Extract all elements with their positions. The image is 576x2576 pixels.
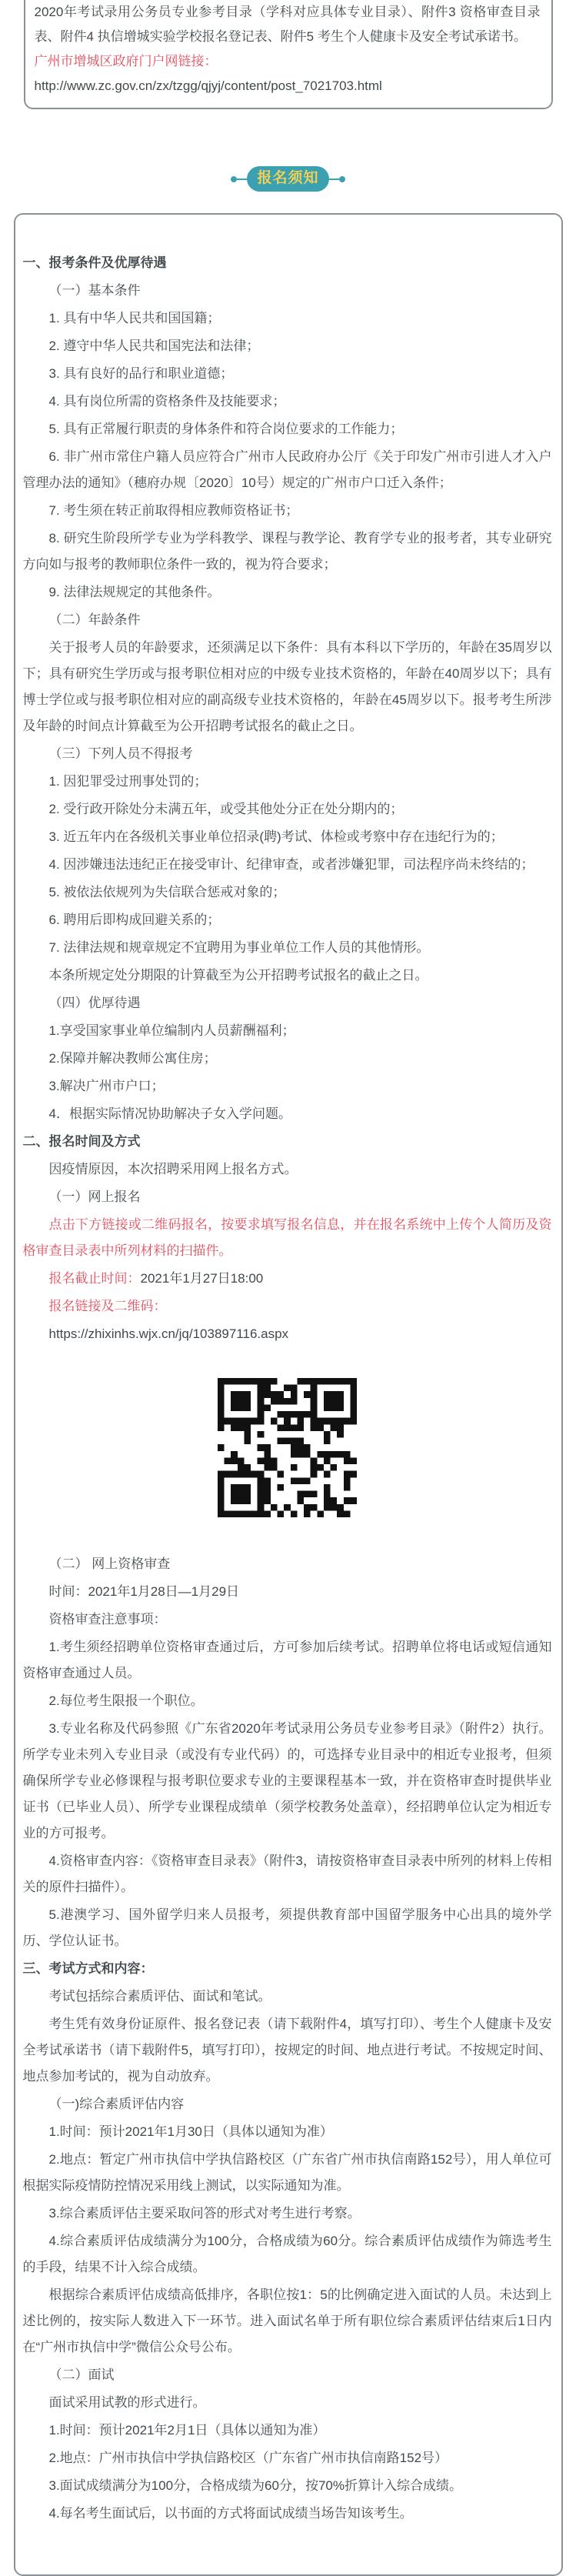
paragraph: 5.港澳学习、国外留学归来人员报考，须提供教育部中国留学服务中心出具的境外学历、学位认证书。	[22, 1907, 552, 1948]
paragraph: 2.保障并解决教师公寓住房；	[48, 1051, 217, 1066]
highlight-paragraph: 报名链接及二维码：	[48, 1299, 167, 1313]
paragraph: 2.每位考生限报一个职位。	[48, 1693, 204, 1708]
highlight-text: 报名截止时间：	[48, 1271, 141, 1286]
paragraph: 4.综合素质评估成绩满分为100分，合格成绩为60分。综合素质评估成绩作为筛选考生的手段，结果不计入综合成绩。	[22, 2234, 552, 2274]
paragraph: 4．根据实际情况协助解决子女入学问题。	[48, 1106, 291, 1121]
paragraph: （二） 网上资格审查	[48, 1557, 171, 1571]
paragraph: 关于报考人员的年龄要求，还须满足以下条件：具有本科以下学历的，年龄在35周岁以下；具有研究生学历或与报考职位相对应的中级专业技术资格的，年龄在40周岁以下；具有博士学位或与报考职位相对应的副高级专业技术资格的，年龄在45周岁以下。报考考生所涉及年龄的时间点计算截至为公开招聘考试报名的截止之日。	[22, 640, 552, 733]
paragraph: 4. 具有岗位所需的资格条件及技能要求；	[48, 394, 286, 409]
paragraph: 1. 因犯罪受过刑事处罚的；	[48, 774, 208, 789]
paragraph: 4.每名考生面试后，以书面的方式将面试成绩当场告知该考生。	[48, 2506, 413, 2521]
paragraph: 3.专业名称及代码参照《广东省2020年考试录用公务员专业参考目录》（附件2）执行。所学专业未列入专业目录（或没有专业代码）的，可选择专业目录中的相近专业报考，但须确保所学专业必修课程与报考职位要求专业的主要课程基本一致，并在资格审查时提供毕业证书（已毕业人员）、所学专业课程成绩单（须学校教务处盖章），经招聘单位认定为相近专业的方可报考。	[22, 1721, 552, 1840]
paragraph: 3.综合素质评估主要采取问答的形式对考生进行考察。	[48, 2206, 361, 2221]
paragraph: 3. 近五年内在各级机关事业单位招录(聘)考试、体检或考察中存在违纪行为的；	[48, 829, 504, 844]
paragraph: 4. 因涉嫌违法违纪正在接受审计、纪律审查，或者涉嫌犯罪，司法程序尚未终结的；	[48, 857, 534, 872]
notice-card	[14, 213, 563, 2576]
badge-label: 报名须知	[247, 166, 328, 192]
paragraph: 时间：2021年1月28日—1月29日	[48, 1584, 240, 1599]
paragraph: （二）年龄条件	[48, 612, 141, 627]
section-heading: 二、报名时间及方式	[22, 1134, 141, 1149]
paragraph: 3.解决广州市户口；	[48, 1079, 165, 1093]
paragraph: （一)综合素质评估内容	[48, 2097, 185, 2111]
paragraph: 7. 考生须在转正前取得相应教师资格证书；	[48, 503, 299, 518]
paragraph: 5. 被依法依规列为失信联合惩戒对象的；	[48, 885, 286, 899]
badge-right-dash-icon	[329, 179, 339, 180]
paragraph: 1.时间：预计2021年2月1日（具体以通知为准）	[48, 2423, 326, 2438]
highlight-paragraph: 点击下方链接或二维码报名，按要求填写报名信息，并在报名系统中上传个人简历及资格审查目录表中所列材料的扫描件。	[22, 1217, 552, 1258]
plain-text: 2021年1月27日18:00	[140, 1271, 264, 1286]
paragraph: 1.考生须经招聘单位资格审查通过后，方可参加后续考试。招聘单位将电话或短信通知资格审查通过人员。	[22, 1640, 552, 1680]
paragraph: （三）下列人员不得报考	[48, 746, 193, 761]
paragraph: 7. 法律法规和规章规定不宜聘用为事业单位工作人员的其他情形。	[48, 940, 430, 955]
badge-left-dash-icon	[237, 179, 247, 180]
paragraph: 6. 非广州市常住户籍人员应符合广州市人民政府办公厅《关于印发广州市引进人才入户管理办法的通知》（穗府办规〔2020〕10号）规定的广州市户口迁入条件；	[22, 449, 552, 490]
paragraph: 2. 受行政开除处分未满五年，或受其他处分正在处分期内的；	[48, 802, 404, 816]
badge-right-dot-icon	[339, 176, 345, 182]
paragraph: （四）优厚待遇	[48, 996, 141, 1010]
paragraph: 2.地点：暂定广州市执信中学执信路校区（广东省广州市执信南路152号），用人单位可根据实际疫情防控情况采用线上测试，以实际通知为准。	[22, 2152, 552, 2193]
paragraph: 本条所规定处分期限的计算截至为公开招聘考试报名的截止之日。	[48, 968, 428, 983]
paragraph: （一）网上报名	[48, 1190, 141, 1204]
paragraph: 2. 遵守中华人民共和国宪法和法律；	[48, 339, 260, 353]
section-heading: 一、报考条件及优厚待遇	[22, 255, 167, 270]
paragraph: 1.时间：预计2021年1月30日（具体以通知为准）	[48, 2124, 333, 2139]
highlight-paragraph: 广州市增城区政府门户网链接：	[34, 54, 218, 68]
paragraph: 8. 研究生阶段所学专业为学科教学、课程与教学论、教育学专业的报考者，其专业研究方向如与报考的教师职位条件一致的，视为符合要求；	[22, 531, 552, 572]
paragraph: 2020年考试录用公务员专业参考目录（学科对应具体专业目录）、附件3 资格审查目录表、附件4 执信增城实验学校报名登记表、附件5 考生个人健康卡及安全考试承诺书。	[34, 5, 541, 44]
paragraph: 3. 具有良好的品行和职业道德；	[48, 366, 234, 381]
paragraph: http://www.zc.gov.cn/zx/tzgg/qjyj/content/post_7021703.html	[34, 78, 382, 93]
paragraph: 6. 聘用后即构成回避关系的；	[48, 913, 221, 927]
intro-card	[24, 0, 553, 109]
paragraph: 因疫情原因，本次招聘采用网上报名方式。	[48, 1162, 298, 1176]
paragraph: https://zhixinhs.wjx.cn/jq/103897116.aspx	[48, 1326, 289, 1341]
paragraph: 考生凭有效身份证原件、报名登记表（请下载附件4，填写打印）、考生个人健康卡及安全考试承诺书（请下载附件5，填写打印），按规定的时间、地点进行考试。不按规定时间、地点参加考试的，视为自动放弃。	[22, 2017, 552, 2084]
paragraph: 4.资格审查内容：《资格审查目录表》（附件3，请按资格审查目录表中所列的材料上传相关的原件扫描件）。	[22, 1854, 552, 1894]
section-heading: 三、考试方式和内容：	[22, 1961, 154, 1976]
paragraph: 9. 法律法规规定的其他条件。	[48, 585, 221, 599]
paragraph	[23, 1266, 552, 1292]
paragraph: 2.地点：广州市执信中学执信路校区（广东省广州市执信南路152号）	[48, 2451, 448, 2465]
paragraph: 5. 具有正常履行职责的身体条件和符合岗位要求的工作能力；	[48, 422, 404, 436]
paragraph: 资格审查注意事项：	[48, 1612, 167, 1627]
paragraph: 1.享受国家事业单位编制内人员薪酬福利；	[48, 1023, 295, 1038]
section-badge	[0, 166, 576, 192]
paragraph: 1. 具有中华人民共和国国籍；	[48, 311, 221, 325]
qr-code-image	[218, 1378, 357, 1517]
paragraph: 考试包括综合素质评估、面试和笔试。	[48, 1989, 271, 2004]
paragraph: （二）面试	[48, 2367, 115, 2382]
badge-left-dot-icon	[231, 176, 237, 182]
paragraph: 根据综合素质评估成绩高低排序，各职位按1：5的比例确定进入面试的人员。未达到上述比例的，按实际人数进入下一环节。进入面试名单于所有职位综合素质评估结束后1日内在“广州市执信中学”微信公众号公布。	[22, 2287, 552, 2354]
paragraph: 3.面试成绩满分为100分，合格成绩为60分，按70%折算计入综合成绩。	[48, 2478, 462, 2493]
paragraph: （一）基本条件	[48, 283, 141, 298]
paragraph: 面试采用试教的形式进行。	[48, 2395, 206, 2410]
